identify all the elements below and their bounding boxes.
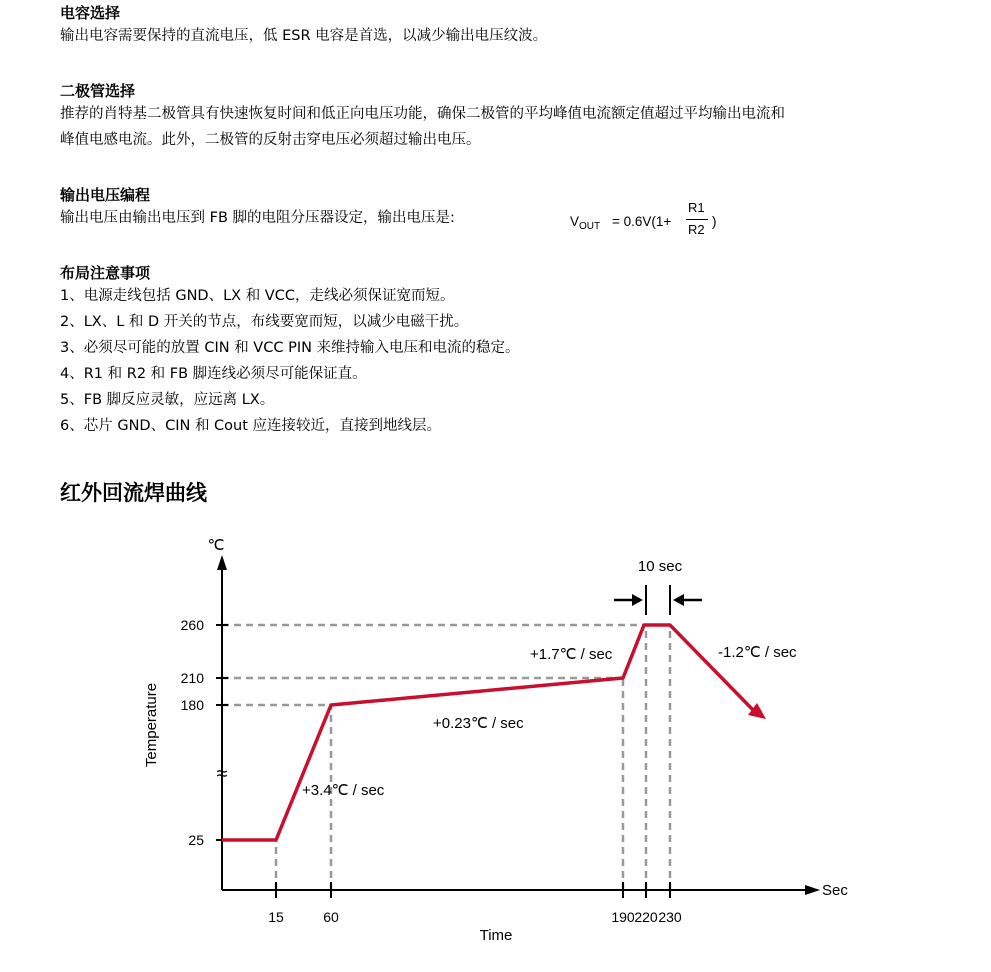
annotation-soak: +0.23℃ / sec bbox=[433, 715, 524, 732]
x-axis-title: Time bbox=[479, 927, 513, 944]
capacitor-section bbox=[60, 3, 960, 49]
layout-item: 1、电源走线包括 GND、LX 和 VCC，走线必须保证宽而短。 bbox=[60, 288, 455, 304]
layout-item: 4、R1 和 R2 和 FB 脚连线必须尽可能保证直。 bbox=[60, 366, 367, 382]
peak-arrow-right-head bbox=[673, 594, 684, 606]
vout-section bbox=[60, 185, 960, 237]
x-tick-label: 190 bbox=[611, 909, 635, 925]
annotation-peak-time: 10 sec bbox=[637, 558, 683, 575]
formula-close: ) bbox=[712, 214, 717, 229]
peak-arrow-left-head bbox=[632, 594, 643, 606]
x-tick-label: 220 bbox=[634, 909, 658, 925]
diode-body-line1: 推荐的肖特基二极管具有快速恢复时间和低正向电压功能，确保二极管的平均峰值电流额定值超过平均输出电流和 bbox=[60, 106, 785, 122]
y-tick-label: 25 bbox=[188, 832, 204, 848]
x-axis-arrow bbox=[805, 885, 820, 895]
y-unit-label: ℃ bbox=[207, 537, 225, 554]
formula-v: $V_{OUT}$ bbox=[570, 214, 601, 232]
diode-section bbox=[60, 81, 960, 153]
annotation-cool: -1.2℃ / sec bbox=[718, 644, 797, 661]
axis-break-mark: ≈ bbox=[216, 763, 228, 785]
layout-item: 6、芯片 GND、CIN 和 Cout 应连接较近，直接到地线层。 bbox=[60, 418, 442, 434]
vout-title: 输出电压编程 bbox=[60, 186, 151, 204]
reflow-title: 红外回流焊曲线 bbox=[60, 481, 207, 505]
y-axis-title: Temperature bbox=[143, 682, 160, 768]
layout-item: 5、FB 脚反应灵敏，应远离 LX。 bbox=[60, 392, 275, 408]
layout-title: 布局注意事项 bbox=[60, 264, 151, 282]
reflow-section bbox=[60, 478, 960, 508]
vout-body: 输出电压由输出电压到 FB 脚的电阻分压器设定，输出电压是: bbox=[60, 210, 455, 226]
capacitor-body: 输出电容需要保持的直流电压，低 ESR 电容是首选，以减少输出电压纹波。 bbox=[60, 28, 548, 44]
y-axis-arrow bbox=[217, 555, 227, 570]
x-tick-label: 60 bbox=[323, 909, 339, 925]
y-tick-label: 180 bbox=[180, 697, 204, 713]
layout-item: 2、LX、L 和 D 开关的节点，布线要宽而短，以减少电磁干扰。 bbox=[60, 314, 469, 330]
capacitor-title: 电容选择 bbox=[60, 4, 121, 22]
x-tick-label: 230 bbox=[658, 909, 682, 925]
profile-line bbox=[222, 625, 755, 840]
annotation-ramp1: +3.4℃ / sec bbox=[302, 782, 385, 799]
reflow-chart bbox=[0, 525, 991, 965]
formula-denominator: R2 bbox=[688, 222, 705, 237]
y-tick-label: 210 bbox=[180, 670, 204, 686]
y-tick-label: 260 bbox=[180, 617, 204, 633]
formula-numerator: R1 bbox=[688, 200, 705, 215]
layout-item: 3、必须尽可能的放置 CIN 和 VCC PIN 来维持输入电压和电流的稳定。 bbox=[60, 340, 520, 356]
annotation-ramp2: +1.7℃ / sec bbox=[530, 646, 613, 663]
diode-title: 二极管选择 bbox=[60, 82, 136, 100]
fraction-bar bbox=[686, 219, 708, 220]
x-tick-label: 15 bbox=[268, 909, 284, 925]
x-unit-label: Sec bbox=[822, 882, 848, 899]
diode-body-line2: 峰值电感电流。此外，二极管的反射击穿电压必须超过输出电压。 bbox=[60, 132, 481, 148]
layout-section bbox=[60, 263, 960, 439]
formula-eq: = 0.6V(1+ bbox=[612, 214, 672, 229]
